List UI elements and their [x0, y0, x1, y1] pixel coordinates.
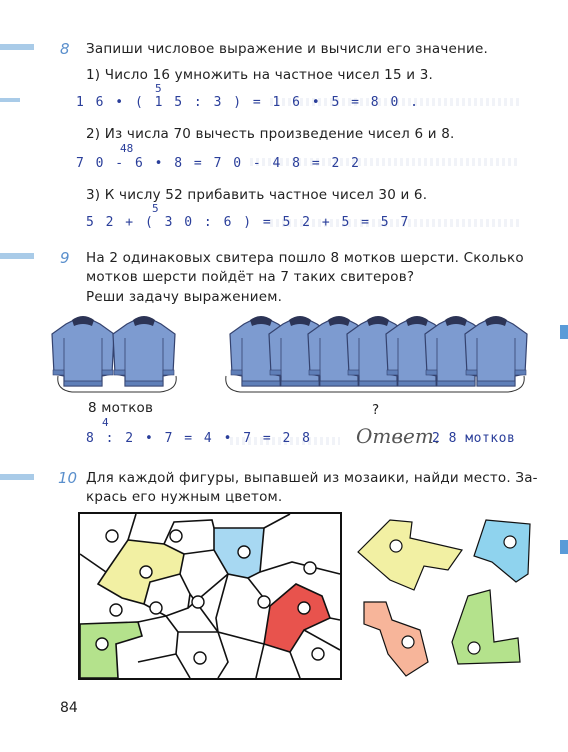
answer-label: Ответ.	[356, 424, 441, 448]
loose-piece-orange	[364, 602, 428, 676]
mosaic-board	[78, 512, 342, 680]
handwritten-answer: 5 2 + ( 3 0 : 6 ) = 5 2 + 5 = 5 7	[86, 215, 411, 230]
loose-piece-blue	[474, 520, 530, 582]
caption-right: ?	[372, 402, 380, 418]
margin-ribbon	[0, 98, 20, 102]
handwritten-hint: 5	[155, 82, 162, 95]
task-item: 3) К числу 52 прибавить частное чисел 30 и 6.	[86, 187, 428, 203]
loose-piece-yellow	[358, 520, 462, 590]
loose-piece-green	[452, 590, 520, 664]
handwritten-answer: 7 0 - 6 • 8 = 7 0 - 4 8 = 2 2	[76, 156, 361, 171]
handwritten-answer: 1 6 • ( 1 5 : 3 ) = 1 6 • 5 = 8 0 .	[76, 95, 420, 110]
task-text: На 2 одинаковых свитера пошло 8 мотков шерсти. Сколько	[86, 250, 524, 266]
handwritten-answer: 8 : 2 • 7 = 4 • 7 = 2 8	[86, 431, 313, 446]
caption-left: 8 мотков	[88, 400, 154, 416]
task-text: крась его нужным цветом.	[86, 489, 283, 505]
margin-ribbon	[0, 474, 34, 480]
margin-ribbon	[0, 253, 34, 259]
task-number: 9	[60, 249, 70, 267]
handwritten-hint: 48	[120, 142, 134, 155]
right-edge-marker	[560, 540, 568, 554]
sweaters-illustration	[0, 300, 568, 405]
task-heading: Запиши числовое выражение и вычисли его значение.	[86, 41, 488, 57]
handwritten-hint: 5	[152, 202, 159, 215]
task-item: 1) Число 16 умножить на частное чисел 15 и 3.	[86, 67, 433, 83]
sweater-image	[52, 316, 114, 386]
task-number: 8	[60, 40, 70, 58]
page-number: 84	[60, 700, 78, 716]
sweater-image	[113, 316, 175, 386]
handwritten-hint: 4	[102, 416, 109, 429]
task-number: 10	[58, 469, 78, 487]
task-item: 2) Из числа 70 вычесть произведение чисел 6 и 8.	[86, 126, 455, 142]
loose-pieces	[350, 512, 550, 684]
margin-ribbon	[0, 44, 34, 50]
task-text: мотков шерсти пойдёт на 7 таких свитеров?	[86, 269, 415, 285]
task-text: Для каждой фигуры, выпавшей из мозаики, найди место. За-	[86, 470, 538, 486]
handwritten-answer: 2 8 мотков	[432, 431, 516, 446]
task-text: Реши задачу выражением.	[86, 289, 283, 305]
